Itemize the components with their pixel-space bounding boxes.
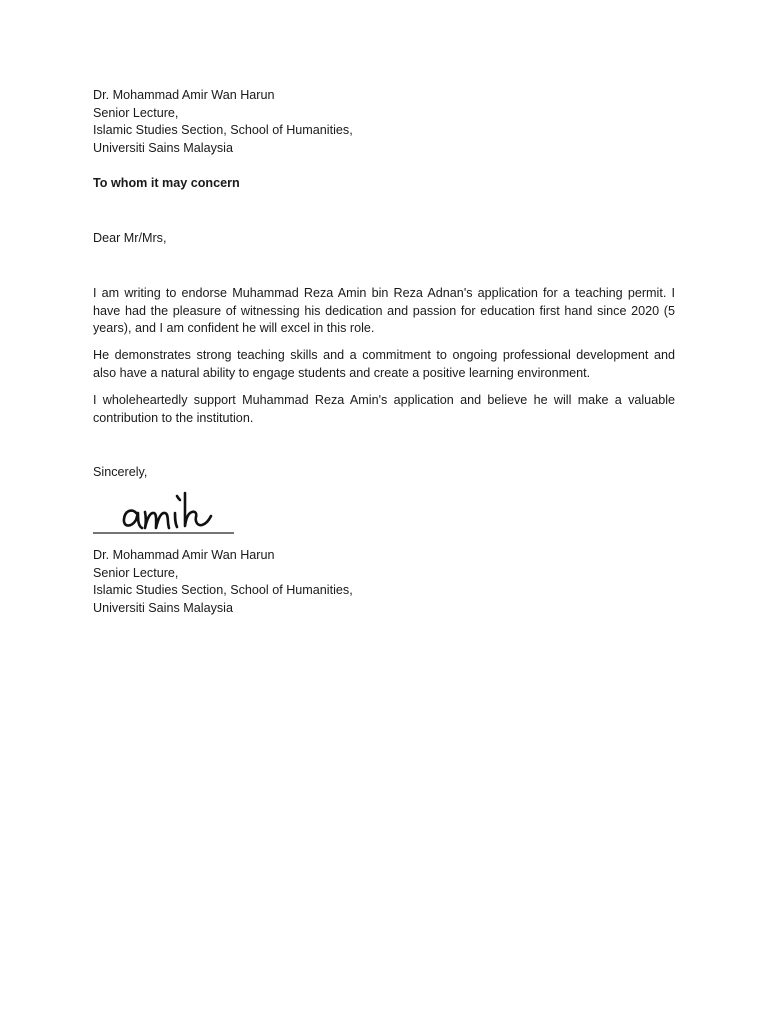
signature-graphic xyxy=(93,486,235,536)
salutation: Dear Mr/Mrs, xyxy=(93,231,167,245)
signer-position: Senior Lecture, xyxy=(93,565,179,580)
signer-block xyxy=(93,547,675,617)
body-paragraph-3: I wholeheartedly support Muhammad Reza Amin's application and believe he will make a valuable contribution to the institution. xyxy=(93,393,675,425)
signer-name: Dr. Mohammad Amir Wan Harun xyxy=(93,548,275,562)
signer-department: Islamic Studies Section, School of Humanities, xyxy=(93,583,353,598)
subject-line: To whom it may concern xyxy=(93,176,240,190)
sender-institution: Universiti Sains Malaysia xyxy=(93,140,233,155)
closing-line: Sincerely, xyxy=(93,465,148,479)
sender-block xyxy=(93,87,675,157)
sender-name: Dr. Mohammad Amir Wan Harun xyxy=(93,88,275,102)
body-paragraph-1: I am writing to endorse Muhammad Reza Amin bin Reza Adnan's application for a teaching permit. I have had the pleasure of witnessing his dedication and passion for education first hand since 2020 (5 years), and I am confident he will excel in this role. xyxy=(93,286,675,336)
sender-position: Senior Lecture, xyxy=(93,105,179,120)
handwritten-signature xyxy=(93,486,235,536)
signer-institution: Universiti Sains Malaysia xyxy=(93,600,233,615)
sender-department: Islamic Studies Section, School of Humanities, xyxy=(93,123,353,138)
body-paragraph-2: He demonstrates strong teaching skills and a commitment to ongoing professional development and also have a natural ability to engage students and create a positive learning environment. xyxy=(93,348,675,380)
signature-strokes xyxy=(124,493,211,528)
